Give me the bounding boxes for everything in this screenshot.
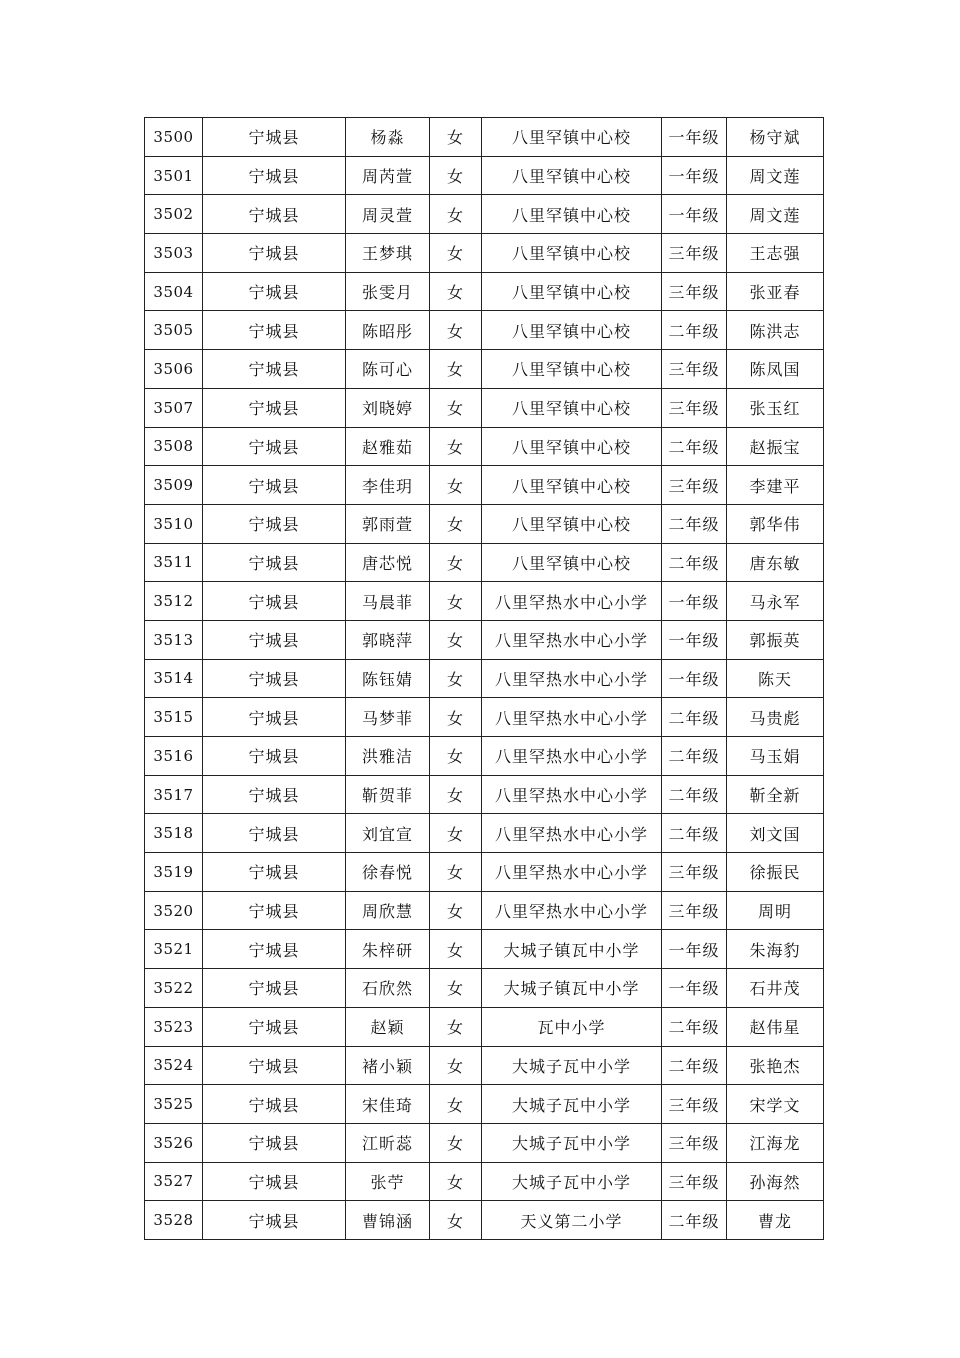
county-cell: 宁城县 — [203, 311, 346, 350]
school-cell: 八里罕镇中心校 — [482, 311, 662, 350]
guardian-name-cell: 郭华伟 — [727, 504, 824, 543]
grade-cell: 三年级 — [662, 388, 727, 427]
county-cell: 宁城县 — [203, 969, 346, 1008]
student-name-cell: 陈昭彤 — [346, 311, 430, 350]
table-row — [145, 620, 824, 659]
county-cell: 宁城县 — [203, 659, 346, 698]
row-number: 3518 — [145, 814, 203, 853]
school-cell: 八里罕镇中心校 — [482, 272, 662, 311]
gender-cell: 女 — [430, 1046, 482, 1085]
table-row — [145, 195, 824, 234]
table-row — [145, 388, 824, 427]
gender-cell: 女 — [430, 930, 482, 969]
grade-cell: 三年级 — [662, 1162, 727, 1201]
row-number: 3524 — [145, 1046, 203, 1085]
school-cell: 大城子镇瓦中小学 — [482, 930, 662, 969]
gender-cell: 女 — [430, 698, 482, 737]
grade-cell: 三年级 — [662, 891, 727, 930]
gender-cell: 女 — [430, 118, 482, 157]
table-row — [145, 1123, 824, 1162]
school-cell: 大城子瓦中小学 — [482, 1162, 662, 1201]
guardian-name-cell: 杨守斌 — [727, 118, 824, 157]
table-row — [145, 118, 824, 157]
school-cell: 八里罕镇中心校 — [482, 195, 662, 234]
guardian-name-cell: 赵振宝 — [727, 427, 824, 466]
table-row — [145, 427, 824, 466]
student-name-cell: 马晨菲 — [346, 582, 430, 621]
gender-cell: 女 — [430, 543, 482, 582]
row-number: 3517 — [145, 775, 203, 814]
table-row — [145, 504, 824, 543]
county-cell: 宁城县 — [203, 1201, 346, 1240]
table-row — [145, 543, 824, 582]
student-name-cell: 赵雅茹 — [346, 427, 430, 466]
student-name-cell: 江昕蕊 — [346, 1123, 430, 1162]
table-row — [145, 969, 824, 1008]
gender-cell: 女 — [430, 891, 482, 930]
county-cell: 宁城县 — [203, 234, 346, 273]
school-cell: 八里罕镇中心校 — [482, 388, 662, 427]
table-row — [145, 350, 824, 389]
grade-cell: 二年级 — [662, 1201, 727, 1240]
row-number: 3528 — [145, 1201, 203, 1240]
table-row — [145, 1046, 824, 1085]
row-number: 3512 — [145, 582, 203, 621]
student-name-cell: 宋佳琦 — [346, 1085, 430, 1124]
gender-cell: 女 — [430, 388, 482, 427]
row-number: 3505 — [145, 311, 203, 350]
gender-cell: 女 — [430, 156, 482, 195]
county-cell: 宁城县 — [203, 1085, 346, 1124]
student-name-cell: 张苧 — [346, 1162, 430, 1201]
gender-cell: 女 — [430, 311, 482, 350]
county-cell: 宁城县 — [203, 698, 346, 737]
gender-cell: 女 — [430, 969, 482, 1008]
guardian-name-cell: 陈凤国 — [727, 350, 824, 389]
student-name-cell: 郭晓萍 — [346, 620, 430, 659]
gender-cell: 女 — [430, 659, 482, 698]
school-cell: 八里罕热水中心小学 — [482, 698, 662, 737]
student-name-cell: 陈可心 — [346, 350, 430, 389]
table-row — [145, 1162, 824, 1201]
county-cell: 宁城县 — [203, 195, 346, 234]
grade-cell: 一年级 — [662, 969, 727, 1008]
gender-cell: 女 — [430, 1201, 482, 1240]
school-cell: 八里罕镇中心校 — [482, 427, 662, 466]
student-name-cell: 刘晓婷 — [346, 388, 430, 427]
row-number: 3503 — [145, 234, 203, 273]
county-cell: 宁城县 — [203, 388, 346, 427]
table-row — [145, 234, 824, 273]
guardian-name-cell: 陈洪志 — [727, 311, 824, 350]
table-row — [145, 659, 824, 698]
county-cell: 宁城县 — [203, 814, 346, 853]
row-number: 3501 — [145, 156, 203, 195]
row-number: 3504 — [145, 272, 203, 311]
school-cell: 八里罕热水中心小学 — [482, 814, 662, 853]
guardian-name-cell: 张艳杰 — [727, 1046, 824, 1085]
row-number: 3507 — [145, 388, 203, 427]
student-name-cell: 赵颖 — [346, 1007, 430, 1046]
roster-body — [145, 118, 824, 1240]
student-name-cell: 王梦琪 — [346, 234, 430, 273]
gender-cell: 女 — [430, 1123, 482, 1162]
guardian-name-cell: 江海龙 — [727, 1123, 824, 1162]
student-name-cell: 洪雅洁 — [346, 737, 430, 776]
gender-cell: 女 — [430, 1007, 482, 1046]
guardian-name-cell: 刘文国 — [727, 814, 824, 853]
county-cell: 宁城县 — [203, 118, 346, 157]
row-number: 3506 — [145, 350, 203, 389]
row-number: 3516 — [145, 737, 203, 776]
grade-cell: 二年级 — [662, 737, 727, 776]
student-name-cell: 陈钰婧 — [346, 659, 430, 698]
county-cell: 宁城县 — [203, 582, 346, 621]
gender-cell: 女 — [430, 350, 482, 389]
gender-cell: 女 — [430, 466, 482, 505]
student-name-cell: 杨淼 — [346, 118, 430, 157]
guardian-name-cell: 张玉红 — [727, 388, 824, 427]
student-name-cell: 李佳玥 — [346, 466, 430, 505]
gender-cell: 女 — [430, 234, 482, 273]
school-cell: 大城子瓦中小学 — [482, 1123, 662, 1162]
county-cell: 宁城县 — [203, 1162, 346, 1201]
school-cell: 八里罕热水中心小学 — [482, 659, 662, 698]
guardian-name-cell: 宋学文 — [727, 1085, 824, 1124]
row-number: 3502 — [145, 195, 203, 234]
county-cell: 宁城县 — [203, 737, 346, 776]
grade-cell: 三年级 — [662, 466, 727, 505]
school-cell: 大城子镇瓦中小学 — [482, 969, 662, 1008]
table-row — [145, 775, 824, 814]
grade-cell: 三年级 — [662, 272, 727, 311]
row-number: 3515 — [145, 698, 203, 737]
school-cell: 八里罕热水中心小学 — [482, 891, 662, 930]
county-cell: 宁城县 — [203, 775, 346, 814]
table-row — [145, 853, 824, 892]
grade-cell: 三年级 — [662, 234, 727, 273]
student-name-cell: 曹锦涵 — [346, 1201, 430, 1240]
row-number: 3522 — [145, 969, 203, 1008]
student-name-cell: 靳贺菲 — [346, 775, 430, 814]
table-row — [145, 1007, 824, 1046]
county-cell: 宁城县 — [203, 543, 346, 582]
table-row — [145, 891, 824, 930]
gender-cell: 女 — [430, 775, 482, 814]
guardian-name-cell: 郭振英 — [727, 620, 824, 659]
guardian-name-cell: 靳全新 — [727, 775, 824, 814]
grade-cell: 一年级 — [662, 195, 727, 234]
school-cell: 八里罕镇中心校 — [482, 466, 662, 505]
guardian-name-cell: 朱海豹 — [727, 930, 824, 969]
guardian-name-cell: 孙海然 — [727, 1162, 824, 1201]
table-row — [145, 466, 824, 505]
school-cell: 八里罕热水中心小学 — [482, 620, 662, 659]
row-number: 3500 — [145, 118, 203, 157]
row-number: 3513 — [145, 620, 203, 659]
gender-cell: 女 — [430, 1085, 482, 1124]
table-row — [145, 1085, 824, 1124]
table-row — [145, 814, 824, 853]
guardian-name-cell: 李建平 — [727, 466, 824, 505]
grade-cell: 三年级 — [662, 1085, 727, 1124]
grade-cell: 三年级 — [662, 350, 727, 389]
gender-cell: 女 — [430, 814, 482, 853]
grade-cell: 二年级 — [662, 1007, 727, 1046]
school-cell: 八里罕热水中心小学 — [482, 775, 662, 814]
grade-cell: 二年级 — [662, 814, 727, 853]
county-cell: 宁城县 — [203, 930, 346, 969]
row-number: 3525 — [145, 1085, 203, 1124]
student-name-cell: 周芮萱 — [346, 156, 430, 195]
guardian-name-cell: 陈天 — [727, 659, 824, 698]
county-cell: 宁城县 — [203, 466, 346, 505]
gender-cell: 女 — [430, 582, 482, 621]
grade-cell: 三年级 — [662, 853, 727, 892]
student-name-cell: 郭雨萱 — [346, 504, 430, 543]
grade-cell: 二年级 — [662, 543, 727, 582]
gender-cell: 女 — [430, 737, 482, 776]
school-cell: 瓦中小学 — [482, 1007, 662, 1046]
row-number: 3523 — [145, 1007, 203, 1046]
county-cell: 宁城县 — [203, 891, 346, 930]
guardian-name-cell: 周明 — [727, 891, 824, 930]
county-cell: 宁城县 — [203, 853, 346, 892]
gender-cell: 女 — [430, 620, 482, 659]
student-name-cell: 朱梓研 — [346, 930, 430, 969]
guardian-name-cell: 马永军 — [727, 582, 824, 621]
table-row — [145, 156, 824, 195]
grade-cell: 二年级 — [662, 311, 727, 350]
school-cell: 八里罕镇中心校 — [482, 504, 662, 543]
county-cell: 宁城县 — [203, 504, 346, 543]
table-row — [145, 930, 824, 969]
row-number: 3526 — [145, 1123, 203, 1162]
guardian-name-cell: 马玉娟 — [727, 737, 824, 776]
school-cell: 八里罕镇中心校 — [482, 543, 662, 582]
guardian-name-cell: 石井茂 — [727, 969, 824, 1008]
gender-cell: 女 — [430, 853, 482, 892]
gender-cell: 女 — [430, 272, 482, 311]
student-name-cell: 周欣慧 — [346, 891, 430, 930]
row-number: 3520 — [145, 891, 203, 930]
grade-cell: 二年级 — [662, 504, 727, 543]
student-name-cell: 石欣然 — [346, 969, 430, 1008]
row-number: 3514 — [145, 659, 203, 698]
county-cell: 宁城县 — [203, 350, 346, 389]
student-name-cell: 张雯月 — [346, 272, 430, 311]
grade-cell: 一年级 — [662, 118, 727, 157]
row-number: 3510 — [145, 504, 203, 543]
student-name-cell: 马梦菲 — [346, 698, 430, 737]
guardian-name-cell: 曹龙 — [727, 1201, 824, 1240]
table-row — [145, 311, 824, 350]
student-roster-table — [144, 117, 824, 1240]
school-cell: 八里罕镇中心校 — [482, 234, 662, 273]
guardian-name-cell: 唐东敏 — [727, 543, 824, 582]
student-name-cell: 周灵萱 — [346, 195, 430, 234]
grade-cell: 三年级 — [662, 1123, 727, 1162]
student-name-cell: 徐春悦 — [346, 853, 430, 892]
grade-cell: 一年级 — [662, 930, 727, 969]
county-cell: 宁城县 — [203, 1123, 346, 1162]
guardian-name-cell: 徐振民 — [727, 853, 824, 892]
county-cell: 宁城县 — [203, 156, 346, 195]
gender-cell: 女 — [430, 504, 482, 543]
row-number: 3521 — [145, 930, 203, 969]
gender-cell: 女 — [430, 195, 482, 234]
grade-cell: 二年级 — [662, 698, 727, 737]
school-cell: 八里罕热水中心小学 — [482, 737, 662, 776]
gender-cell: 女 — [430, 1162, 482, 1201]
school-cell: 八里罕镇中心校 — [482, 350, 662, 389]
grade-cell: 二年级 — [662, 1046, 727, 1085]
school-cell: 八里罕镇中心校 — [482, 156, 662, 195]
table-row — [145, 582, 824, 621]
school-cell: 大城子瓦中小学 — [482, 1085, 662, 1124]
table-row — [145, 737, 824, 776]
guardian-name-cell: 周文莲 — [727, 195, 824, 234]
school-cell: 大城子瓦中小学 — [482, 1046, 662, 1085]
row-number: 3527 — [145, 1162, 203, 1201]
school-cell: 八里罕热水中心小学 — [482, 853, 662, 892]
guardian-name-cell: 王志强 — [727, 234, 824, 273]
county-cell: 宁城县 — [203, 1046, 346, 1085]
row-number: 3509 — [145, 466, 203, 505]
school-cell: 八里罕镇中心校 — [482, 118, 662, 157]
grade-cell: 二年级 — [662, 427, 727, 466]
guardian-name-cell: 赵伟星 — [727, 1007, 824, 1046]
grade-cell: 一年级 — [662, 659, 727, 698]
student-name-cell: 唐芯悦 — [346, 543, 430, 582]
grade-cell: 一年级 — [662, 620, 727, 659]
guardian-name-cell: 张亚春 — [727, 272, 824, 311]
guardian-name-cell: 周文莲 — [727, 156, 824, 195]
grade-cell: 二年级 — [662, 775, 727, 814]
row-number: 3511 — [145, 543, 203, 582]
gender-cell: 女 — [430, 427, 482, 466]
table-row — [145, 698, 824, 737]
row-number: 3508 — [145, 427, 203, 466]
guardian-name-cell: 马贵彪 — [727, 698, 824, 737]
school-cell: 天义第二小学 — [482, 1201, 662, 1240]
table-row — [145, 1201, 824, 1240]
county-cell: 宁城县 — [203, 1007, 346, 1046]
grade-cell: 一年级 — [662, 156, 727, 195]
county-cell: 宁城县 — [203, 427, 346, 466]
grade-cell: 一年级 — [662, 582, 727, 621]
student-name-cell: 刘宜宣 — [346, 814, 430, 853]
school-cell: 八里罕热水中心小学 — [482, 582, 662, 621]
county-cell: 宁城县 — [203, 620, 346, 659]
row-number: 3519 — [145, 853, 203, 892]
table-row — [145, 272, 824, 311]
county-cell: 宁城县 — [203, 272, 346, 311]
student-name-cell: 褚小颖 — [346, 1046, 430, 1085]
